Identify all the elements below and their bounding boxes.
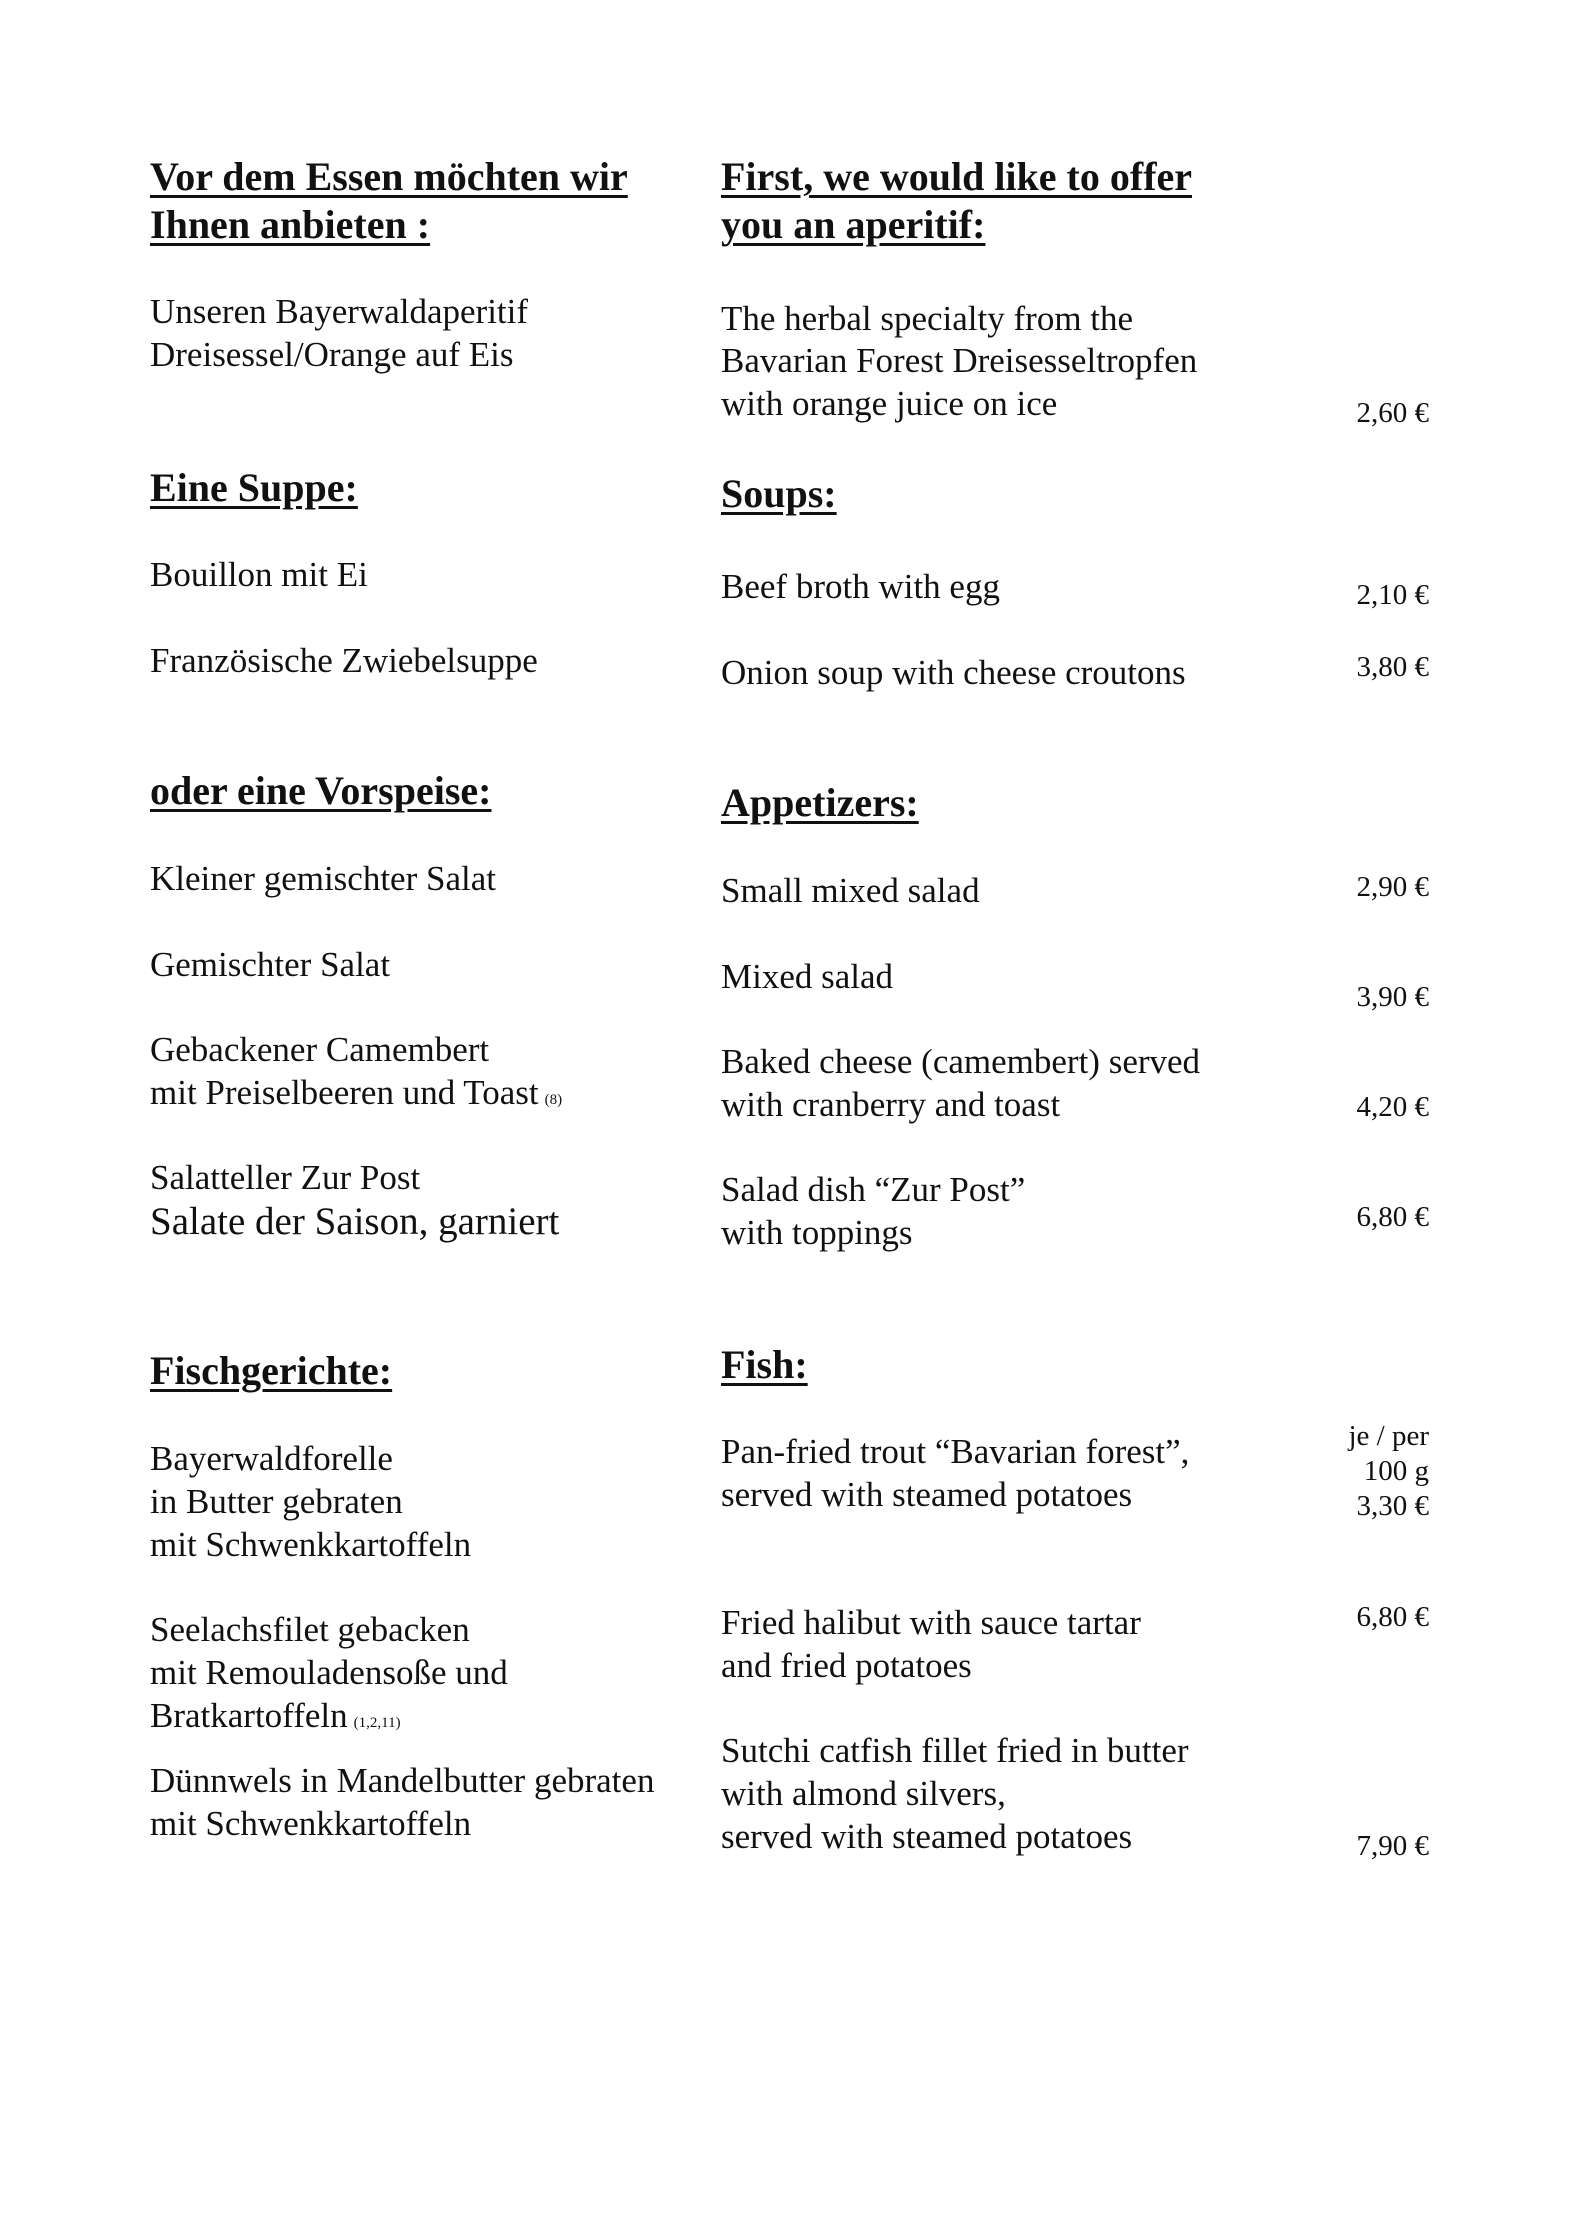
appetizer-2-de: Gemischter Salat (150, 945, 391, 984)
aperitif-heading-en-line2: you an aperitif: (721, 202, 986, 247)
appetizers-heading-de: oder eine Vorspeise: (150, 768, 492, 813)
soup-1-en: Beef broth with egg (721, 567, 1000, 606)
appetizer-3-de-text: mit Preiselbeeren und Toast (150, 1073, 539, 1112)
fish-2-price: 6,80 € (1356, 1601, 1429, 1633)
appetizer-4-price: 6,80 € (1356, 1201, 1429, 1233)
fish-1-price-unit: je / per (1348, 1420, 1429, 1452)
appetizer-3-price: 4,20 € (1356, 1091, 1429, 1123)
fish-1-en-line1: Pan-fried trout “Bavarian forest”, (721, 1432, 1190, 1471)
fish-3-price: 7,90 € (1356, 1830, 1429, 1862)
fish-3-en-line2: with almond silvers, (721, 1774, 1006, 1813)
aperitif-en-line2: Bavarian Forest Dreisesseltropfen (721, 341, 1198, 380)
fish-1-price-weight: 100 g (1363, 1455, 1429, 1487)
fish-1-de-line2: in Butter gebraten (150, 1482, 403, 1521)
appetizer-4-en-line2: with toppings (721, 1213, 913, 1252)
appetizer-2-en: Mixed salad (721, 957, 894, 996)
fish-2-de-line3 (150, 1694, 401, 1745)
fish-3-en-line1: Sutchi catfish fillet fried in butter (721, 1731, 1189, 1770)
appetizer-1-en: Small mixed salad (721, 871, 980, 910)
appetizer-2-price: 3,90 € (1356, 981, 1429, 1013)
fish-2-de-line2: mit Remouladensoße und (150, 1653, 508, 1692)
aperitif-en-line1: The herbal specialty from the (721, 299, 1134, 338)
soup-1-price: 2,10 € (1356, 579, 1429, 611)
aperitif-heading-de-line2: Ihnen anbieten : (150, 202, 431, 247)
fish-heading-en: Fish: (721, 1342, 808, 1387)
aperitif-heading-en-line1: First, we would like to offer (721, 154, 1193, 199)
soup-1-de: Bouillon mit Ei (150, 555, 368, 594)
fish-2-allergen-note: (1,2,11) (353, 1715, 401, 1731)
appetizer-4-en-line1: Salad dish “Zur Post” (721, 1170, 1026, 1209)
aperitif-en-line3: with orange juice on ice (721, 384, 1058, 423)
fish-3-de-line1: Dünnwels in Mandelbutter gebraten (150, 1761, 655, 1800)
fish-2-de-line1: Seelachsfilet gebacken (150, 1610, 470, 1649)
appetizer-4-de-line2: Salate der Saison, garniert (150, 1200, 560, 1243)
fish-heading-de: Fischgerichte: (150, 1348, 393, 1393)
fish-1-de-line3: mit Schwenkkartoffeln (150, 1525, 472, 1564)
fish-1-de-line1: Bayerwaldforelle (150, 1439, 393, 1478)
soups-heading-en: Soups: (721, 471, 837, 516)
fish-2-en-line1: Fried halibut with sauce tartar (721, 1603, 1141, 1642)
appetizer-3-en-line1: Baked cheese (camembert) served (721, 1042, 1201, 1081)
appetizer-1-price: 2,90 € (1356, 871, 1429, 903)
fish-3-de-line2: mit Schwenkkartoffeln (150, 1804, 472, 1843)
appetizer-4-de-line1: Salatteller Zur Post (150, 1158, 421, 1197)
soup-2-price: 3,80 € (1356, 651, 1429, 683)
appetizer-3-de-line2 (150, 1071, 562, 1122)
appetizer-1-de: Kleiner gemischter Salat (150, 859, 496, 898)
soup-2-de: Französische Zwiebelsuppe (150, 641, 538, 680)
aperitif-de-line1: Unseren Bayerwaldaperitif (150, 292, 529, 331)
appetizers-heading-en: Appetizers: (721, 780, 919, 825)
fish-1-en-line2: served with steamed potatoes (721, 1475, 1133, 1514)
appetizer-3-allergen-note: (8) (544, 1092, 563, 1108)
aperitif-heading-de-line1: Vor dem Essen möchten wir (150, 154, 628, 199)
fish-3-en-line3: served with steamed potatoes (721, 1817, 1133, 1856)
aperitif-de-line2: Dreisessel/Orange auf Eis (150, 335, 514, 374)
appetizer-3-de-line1: Gebackener Camembert (150, 1030, 490, 1069)
fish-2-en-line2: and fried potatoes (721, 1646, 972, 1685)
soups-heading-de: Eine Suppe: (150, 465, 358, 510)
soup-2-en: Onion soup with cheese croutons (721, 653, 1186, 692)
appetizer-3-en-line2: with cranberry and toast (721, 1085, 1061, 1124)
aperitif-price: 2,60 € (1356, 397, 1429, 429)
fish-2-de-text: Bratkartoffeln (150, 1696, 348, 1735)
fish-1-price: 3,30 € (1356, 1490, 1429, 1522)
